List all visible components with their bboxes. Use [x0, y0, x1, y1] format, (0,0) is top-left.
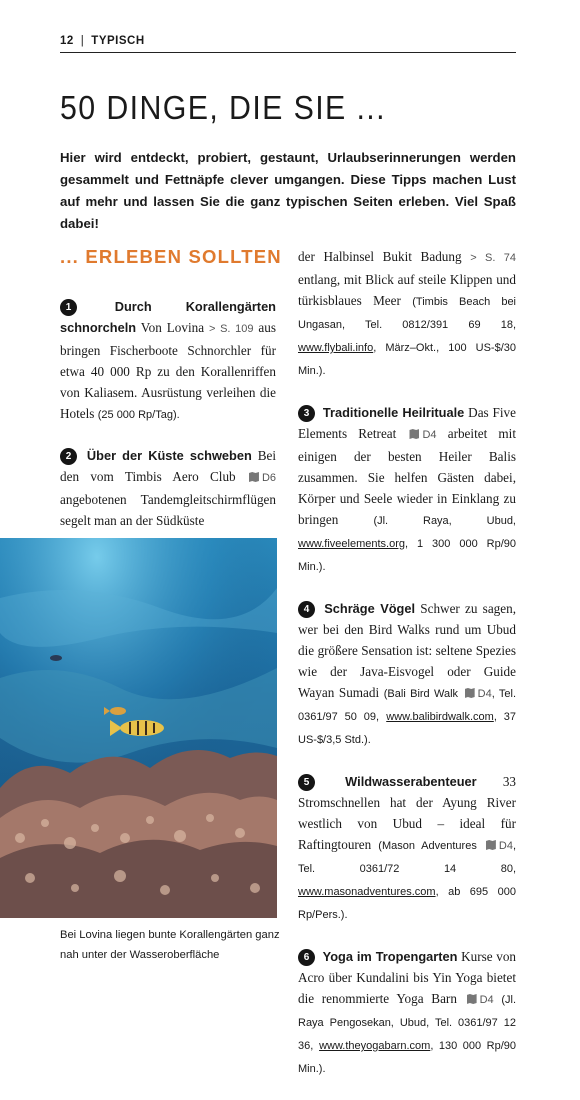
tip-text: angebotenen Tandemgleitschirmflügen segelt man an der Südküste [60, 492, 276, 528]
tip-text: Schwer zu sagen, wer bei den Bird Walks rund um Ubud die größere Sensation ist: seltene Spezies wie der Java-Eisvogel oder Guide Wayan Sumadi [298, 601, 517, 700]
section-title: ... ERLEBEN SOLLTEN [60, 246, 282, 267]
page-number: 12 [60, 35, 74, 47]
tip-details: , Tel. 0361/72 14 80, [298, 840, 516, 875]
tip-text: Bei den vom Timbis Aero Club [60, 448, 277, 484]
tip-item-3 [298, 402, 516, 578]
tip-details: , ab 695 000 Rp/Pers.). [298, 886, 516, 921]
right-column [298, 246, 516, 1100]
tip-heading: Traditionelle Heilrituale [322, 405, 465, 420]
number-badge: 4 [298, 601, 315, 618]
website-link[interactable]: www.flybali.info [298, 342, 374, 354]
tip-item-6 [298, 946, 516, 1080]
map-reference[interactable]: D6 [261, 472, 277, 484]
page-reference[interactable]: > S. 109 [208, 323, 254, 335]
map-icon [486, 840, 496, 850]
tip-item-1 [60, 296, 276, 426]
tip-details: (Jl. Raya Pengosekan, Ubud, Tel. 0361/97 12 36, [298, 994, 517, 1052]
map-icon [249, 472, 259, 482]
map-icon [409, 429, 419, 439]
left-column [60, 240, 282, 531]
number-badge: 6 [298, 949, 315, 966]
website-link[interactable]: www.fiveelements.org [298, 538, 405, 550]
tip-details: (25 000 Rp/Tag). [97, 409, 180, 421]
page-reference[interactable]: > S. 74 [470, 252, 517, 264]
photo-caption: Bei Lovina liegen bunte Korallengärten ganz nah unter der Wasseroberfläche [60, 929, 280, 961]
tip-details: , Tel. 0361/97 50 09, [298, 688, 517, 723]
tip-details: , 37 US-$/3,5 Std.). [298, 711, 516, 746]
tip-heading: Yoga im Tropengarten [322, 949, 458, 964]
map-reference[interactable]: D4 [477, 688, 492, 700]
tip-text: 33 Stromschnellen hat der Ayung River westlich von Ubud – ideal für Raftingtouren [298, 774, 516, 852]
tip-text: Das Five Elements Retreat [298, 405, 517, 441]
tip-text: aus bringen Fischerboote Schnorchler für etwa 40 000 Rp zu den Korallenriffen von Kaliasem. Ausrüstung verleihen die Hotels [60, 320, 277, 421]
tip-text: der Halbinsel Bukit Badung [298, 249, 462, 264]
map-reference[interactable]: D4 [479, 994, 494, 1006]
tip-text: entlang, mit Blick auf steile Klippen und türkisblaues Meer [298, 272, 516, 308]
map-reference[interactable]: D4 [498, 840, 513, 852]
tip-text: arbeitet mit einigen der besten Heiler Balis zusammen. Sie helfen Gästen dabei, Körper und Seele wieder in Einklang zu bringen [298, 426, 517, 527]
fish [50, 655, 62, 661]
tip-heading: Wildwasserabenteuer [345, 774, 477, 789]
tip-heading: Durch Korallengärten schnorcheln [60, 299, 277, 335]
map-icon [465, 688, 475, 698]
tip-item-5 [298, 771, 516, 926]
tip-details: , März–Okt., 100 US-$/30 Min.). [298, 342, 516, 377]
number-badge: 1 [60, 299, 77, 316]
website-link[interactable]: www.balibirdwalk.com [386, 711, 494, 723]
coral-reef-photo [0, 538, 277, 918]
tip-details: , 130 000 Rp/90 Min.). [298, 1040, 516, 1075]
tip-heading: Über der Küste schweben [86, 448, 252, 463]
tip-text: Von Lovina [140, 320, 205, 335]
intro-text: Hier wird entdeckt, probiert, gestaunt, Urlaubserinnerungen werden gesammelt und Fettnäpfe clever umgangen. Diese Tipps machen Lust auf mehr und lassen Sie die ganz typischen Seiten erleben. Viel Spaß dabei! [60, 150, 516, 231]
tip-item-2 [60, 445, 276, 531]
header-separator: | [80, 35, 85, 47]
tip-text: Kurse von Acro über Kundalini bis Yin Yoga bietet die renommierte Yoga Barn [298, 949, 517, 1006]
tip-details: (Mason Adventures [378, 840, 477, 852]
tip-details: (Bali Bird Walk [383, 688, 459, 700]
number-badge: 2 [60, 448, 77, 465]
coral-reef-illustration [0, 538, 277, 918]
number-badge: 5 [298, 774, 315, 791]
website-link[interactable]: www.masonadventures.com [298, 886, 436, 898]
tip-details: (Timbis Beach bei Ungasan, Tel. 0812/391 69 18, [298, 296, 516, 331]
map-icon [467, 994, 477, 1004]
map-reference[interactable]: D4 [422, 429, 437, 441]
tip-details: (Jl. Raya, Ubud, [373, 515, 516, 527]
tip-item-4 [298, 598, 516, 751]
tip-item-2-continued [298, 246, 516, 382]
page-title: 50 DINGE, DIE SIE ... [60, 89, 386, 126]
tip-details: , 1 300 000 Rp/90 Min.). [298, 538, 516, 573]
number-badge: 3 [298, 405, 315, 422]
tip-heading: Schräge Vögel [324, 601, 416, 616]
website-link[interactable]: www.theyogabarn.com [319, 1040, 431, 1052]
section-name: TYPISCH [91, 35, 145, 47]
running-header [60, 35, 516, 53]
